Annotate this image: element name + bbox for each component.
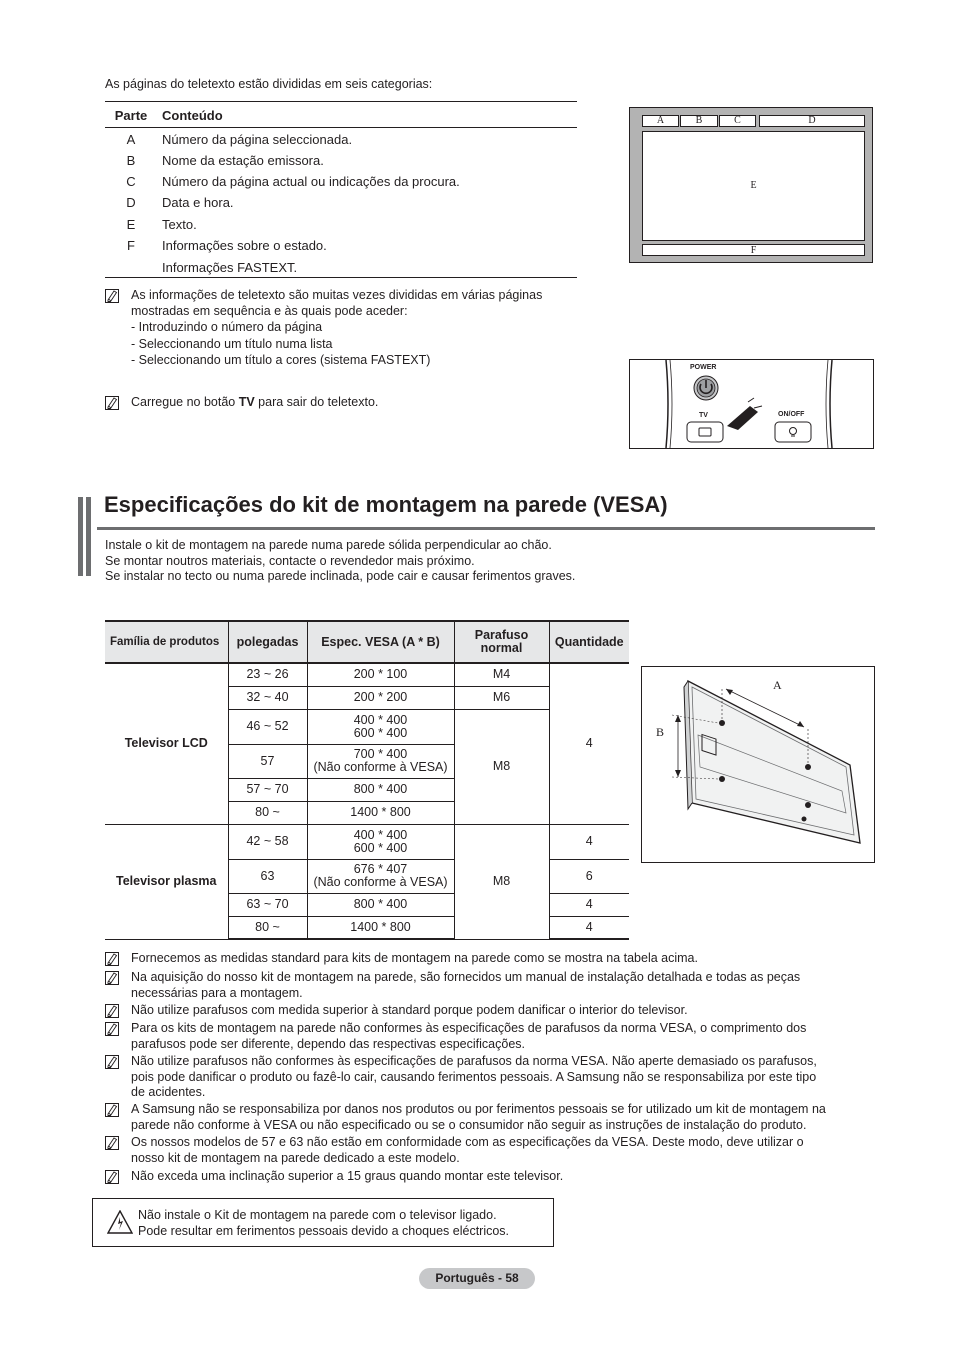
header-screw-line: Parafuso: [474, 628, 529, 642]
note-line: Os nossos modelos de 57 e 63 não estão em conformidade com as especificações da VESA. Deste modo, deve utilizar o: [131, 1135, 804, 1149]
note-line: parafusos pode ser diferente, dependo das respectivas especificações.: [131, 1036, 525, 1051]
power-button[interactable]: [692, 377, 720, 401]
spec-cell: 200 * 100: [307, 663, 454, 686]
content-cell: Data e hora.: [162, 195, 234, 210]
note-icon: [105, 1136, 119, 1150]
label-b: B: [680, 115, 718, 127]
vesa-table: [105, 620, 629, 940]
inches-cell: 63: [228, 859, 307, 893]
content-cell: Texto.: [162, 217, 197, 232]
inches-cell: 32 ~ 40: [228, 686, 307, 709]
vesa-note: [131, 1102, 826, 1133]
page-number-badge: Português - 58: [419, 1268, 535, 1289]
family-cell: Televisor LCD: [105, 663, 228, 824]
heading-bar: [78, 497, 83, 576]
note-icon: [105, 1103, 119, 1117]
spec-line: 400 * 400: [353, 712, 408, 727]
family-cell: Televisor plasma: [105, 824, 228, 939]
vesa-note: [131, 1054, 817, 1101]
label-a: A: [642, 115, 679, 127]
part-cell: B: [126, 153, 136, 168]
warning-text: [138, 1208, 509, 1239]
dim-a-label: A: [773, 678, 782, 692]
part-cell: E: [126, 217, 136, 232]
screw-cell: M8: [454, 824, 549, 939]
note-line: Para os kits de montagem na parede não conformes às especificações de parafusos da norma VESA, o comprimento dos: [131, 1021, 807, 1035]
spec-cell: 1400 * 800: [307, 916, 454, 939]
intro-line: Se instalar no tecto ou numa parede inclinada, pode cair e causar ferimentos graves.: [105, 569, 576, 583]
spec-cell: [307, 744, 454, 778]
note-icon: [105, 1004, 119, 1018]
table-rule: [105, 277, 577, 278]
exit-note: [131, 395, 378, 411]
note-line: pois pode danificar o produto ou fazê-lo cair, causando ferimentos pessoais. A Samsung não se responsabiliza por este tipo: [131, 1069, 817, 1084]
spec-cell: [307, 859, 454, 893]
note-line: Fornecemos as medidas standard para kits de montagem na parede como se mostra na tabela acima.: [131, 951, 698, 965]
vesa-note: [131, 1169, 563, 1185]
spec-line: 600 * 400: [353, 725, 408, 740]
spec-cell: 800 * 400: [307, 893, 454, 916]
spec-cell: 800 * 400: [307, 778, 454, 801]
note-list-item: - Seleccionando um título numa lista: [131, 336, 333, 351]
screw-cell: M4: [454, 663, 549, 686]
table-row: [105, 824, 629, 859]
qty-cell: 6: [549, 859, 629, 893]
vesa-intro: [105, 538, 575, 585]
label-f: F: [642, 244, 865, 256]
header-screw: [454, 621, 549, 663]
note-text: Carregue no botão: [131, 395, 239, 409]
part-cell: D: [126, 195, 136, 210]
vesa-note: [131, 1021, 806, 1052]
note-line: necessárias para a montagem.: [131, 985, 303, 1000]
note-list-item: - Introduzindo o número da página: [131, 320, 323, 334]
heading-rule: [97, 527, 875, 530]
vesa-note: [131, 1135, 804, 1166]
intro-line: Instale o kit de montagem na parede numa parede sólida perpendicular ao chão.: [105, 538, 552, 552]
note-icon: [105, 396, 119, 410]
spec-line: 676 * 407: [353, 862, 408, 876]
spec-cell: 200 * 200: [307, 686, 454, 709]
col-content: Conteúdo: [162, 108, 223, 123]
spec-line: 400 * 400: [353, 827, 408, 842]
screw-cell: M6: [454, 686, 549, 709]
part-cell: A: [126, 132, 136, 147]
header-inches: polegadas: [228, 621, 307, 663]
label-c: C: [719, 115, 756, 127]
power-label: POWER: [690, 364, 717, 371]
content-cell: Informações FASTEXT.: [162, 260, 298, 275]
table-row: [105, 153, 577, 173]
spec-line: 600 * 400: [353, 840, 408, 855]
qty-cell: 4: [549, 893, 629, 916]
note-icon: [105, 971, 119, 985]
tv-key-label: TV: [238, 395, 255, 409]
note-line: Não utilize parafusos não conformes às especificações de parafusos da norma VESA. Não aperte demasiado os parafusos,: [131, 1054, 817, 1068]
note-line: de acidentes.: [131, 1085, 206, 1099]
remote-body: [630, 360, 873, 448]
content-cell: Nome da estação emissora.: [162, 153, 324, 168]
warning-line: Pode resultar em ferimentos pessoais devido a choques eléctricos.: [138, 1223, 510, 1238]
note-line: parede não conforme à VESA ou não especificado ou se o consumidor não seguir as instruções de instalação do produto.: [131, 1117, 807, 1132]
teletext-table-header: [105, 108, 577, 128]
onoff-button[interactable]: [775, 422, 811, 442]
section-title: Especificações do kit de montagem na parede (VESA): [104, 492, 668, 517]
note-line: Não utilize parafusos com medida superior à standard porque podem danificar o interior do televisor.: [131, 1003, 688, 1017]
vesa-note: [131, 1003, 688, 1019]
qty-cell: 4: [549, 824, 629, 859]
note-line: Na aquisição do nosso kit de montagem na parede, são fornecidos um manual de instalação detalhada e todas as peças: [131, 970, 801, 984]
warning-box: [92, 1198, 554, 1247]
screw-cell: M8: [454, 709, 549, 824]
table-header-row: [105, 621, 629, 663]
note-line: Não exceda uma inclinação superior a 15 graus quando montar este televisor.: [131, 1169, 564, 1183]
qty-cell: 4: [549, 916, 629, 939]
spec-line: 700 * 400: [353, 747, 408, 761]
spec-line: (Não conforme à VESA): [313, 760, 448, 774]
wall-mount-diagram: [641, 666, 875, 863]
table-row: [105, 663, 629, 686]
label-e: E: [642, 131, 865, 241]
spec-cell: [307, 824, 454, 859]
note-line: nosso kit de montagem na parede dedicado a este modelo.: [131, 1150, 460, 1165]
onoff-label: ON/OFF: [778, 411, 805, 418]
spec-line: (Não conforme à VESA): [313, 875, 448, 889]
intro-line: Se montar noutros materiais, contacte o revendedor mais próximo.: [105, 553, 475, 568]
inches-cell: 57: [228, 744, 307, 778]
spec-cell: [307, 709, 454, 744]
table-rule: [105, 101, 577, 102]
spec-cell: 1400 * 800: [307, 801, 454, 824]
teletext-screen-diagram: [629, 107, 873, 263]
header-family: Família de produtos: [105, 621, 228, 663]
tv-button[interactable]: [687, 422, 723, 442]
tv-back-illustration: [642, 667, 874, 862]
vesa-note: [131, 951, 698, 967]
header-spec: Espec. VESA (A * B): [307, 621, 454, 663]
note-line: As informações de teletexto são muitas vezes divididas em várias páginas: [131, 288, 543, 302]
table-row: [105, 195, 577, 215]
table-row: [105, 132, 577, 152]
note-icon: [105, 1170, 119, 1184]
inches-cell: 80 ~: [228, 801, 307, 824]
note-line: mostradas em sequência e às quais pode aceder:: [131, 303, 408, 318]
inches-cell: 63 ~ 70: [228, 893, 307, 916]
table-row: [105, 174, 577, 194]
inches-cell: 23 ~ 26: [228, 663, 307, 686]
inches-cell: 57 ~ 70: [228, 778, 307, 801]
teletext-intro: As páginas do teletexto estão divididas em seis categorias:: [105, 77, 433, 91]
teletext-note: [131, 288, 542, 369]
note-icon: [105, 952, 119, 966]
dim-b-label: B: [656, 725, 665, 739]
warning-icon: [107, 1210, 133, 1234]
note-text: para sair do teletexto.: [254, 395, 379, 409]
header-qty: Quantidade: [549, 621, 629, 663]
inches-cell: 46 ~ 52: [228, 709, 307, 744]
table-row: [105, 238, 577, 258]
vesa-note: [131, 970, 800, 1001]
part-cell: F: [127, 238, 135, 253]
note-list-item: - Seleccionando um título a cores (sistema FASTEXT): [131, 353, 431, 367]
table-rule: [105, 127, 577, 128]
content-cell: Número da página seleccionada.: [162, 132, 353, 147]
inches-cell: 42 ~ 58: [228, 824, 307, 859]
col-part: Parte: [114, 108, 148, 123]
header-screw-line: normal: [480, 641, 523, 655]
table-row: [105, 217, 577, 237]
qty-cell: 4: [549, 663, 629, 824]
tv-label: TV: [699, 412, 708, 419]
content-cell: Informações sobre o estado.: [162, 238, 327, 253]
remote-diagram: [629, 359, 874, 449]
note-icon: [105, 1055, 119, 1069]
inches-cell: 80 ~: [228, 916, 307, 939]
note-line: A Samsung não se responsabiliza por danos nos produtos ou por ferimentos pessoais se for utilizado um kit de montagem na: [131, 1102, 826, 1116]
label-d: D: [759, 115, 865, 127]
note-icon: [105, 1022, 119, 1036]
heading-bar: [86, 497, 91, 576]
note-icon: [105, 289, 119, 303]
part-cell: C: [126, 174, 136, 189]
warning-line: Não instale o Kit de montagem na parede com o televisor ligado.: [138, 1208, 497, 1222]
content-cell: Número da página actual ou indicações da procura.: [162, 174, 460, 189]
